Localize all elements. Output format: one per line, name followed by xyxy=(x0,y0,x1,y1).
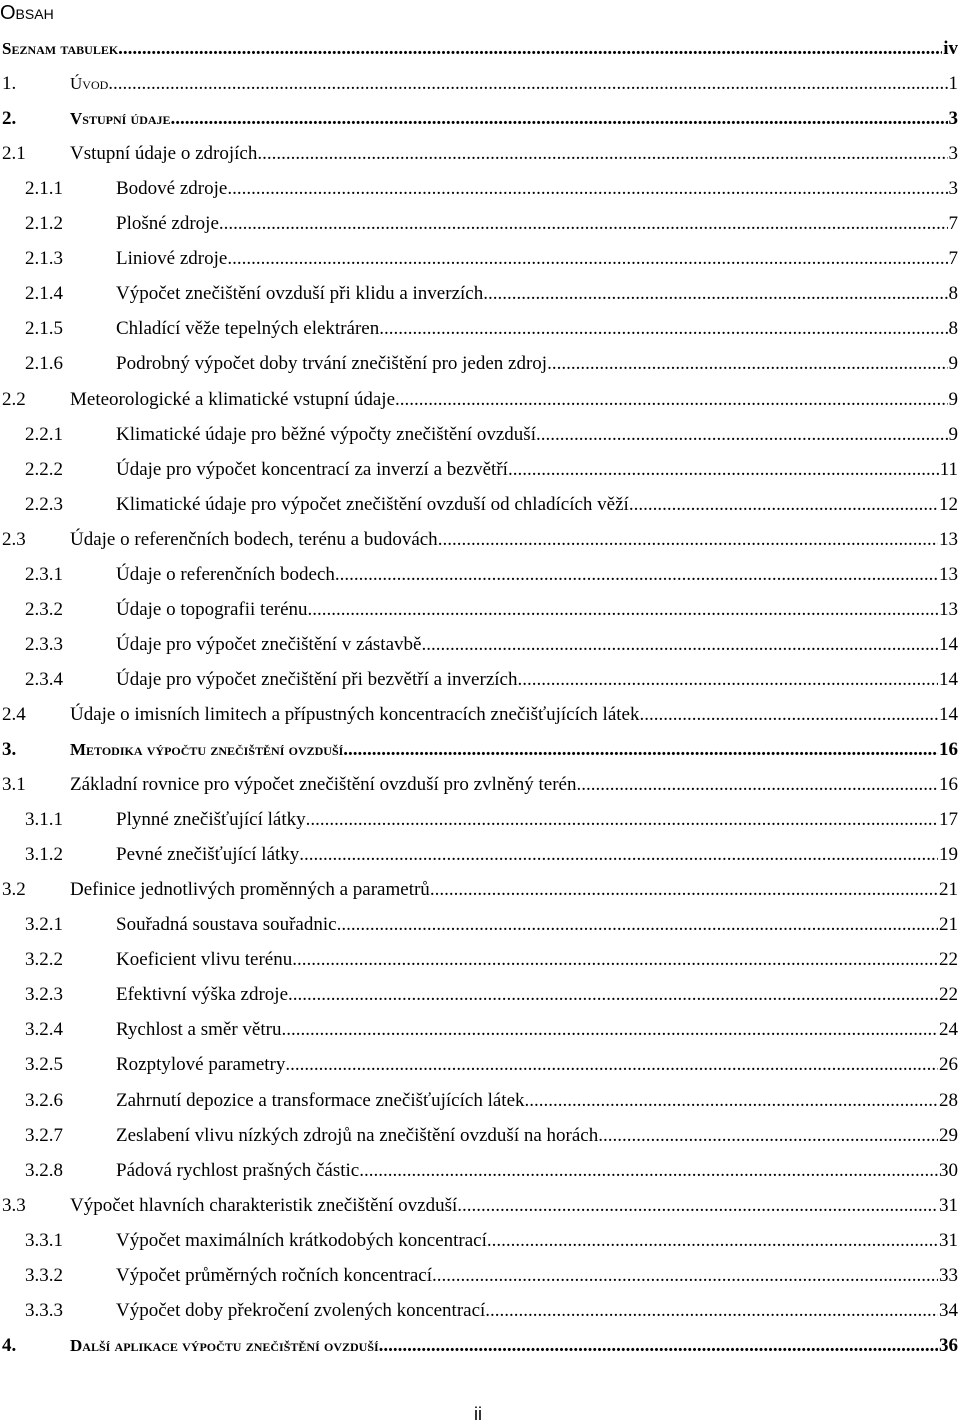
toc-entry[interactable] xyxy=(0,843,958,867)
toc-entry[interactable] xyxy=(0,1089,958,1113)
toc-entry-number: 2.3.3 xyxy=(25,634,63,655)
toc-entry[interactable] xyxy=(0,948,958,972)
toc-entry-number: 2.1.5 xyxy=(25,318,63,339)
toc-entry-number: 2.1.1 xyxy=(25,178,63,199)
toc-entry-title[interactable]: Vstupní údaje xyxy=(70,109,171,128)
toc-entry[interactable] xyxy=(0,1299,958,1323)
toc-entry-title[interactable]: Meteorologické a klimatické vstupní údaje xyxy=(70,389,396,410)
toc-entry[interactable] xyxy=(0,598,958,622)
toc-entry-page[interactable]: 24 xyxy=(939,1019,958,1040)
dot-leader xyxy=(379,1334,938,1358)
toc-entry[interactable] xyxy=(0,247,958,271)
toc-entry-title[interactable]: Výpočet hlavních charakteristik znečištění ovzduší xyxy=(70,1195,458,1216)
toc-entry-title[interactable]: Rozptylové parametry xyxy=(116,1054,286,1075)
toc-entry-title[interactable]: Liniové zdroje xyxy=(116,248,228,269)
toc-entry-number: 3.2.8 xyxy=(25,1160,63,1181)
toc-entry-number: 3.3.2 xyxy=(25,1265,63,1286)
toc-entry-page[interactable]: 16 xyxy=(939,739,958,760)
toc-entry[interactable] xyxy=(0,212,958,236)
dot-leader xyxy=(288,983,938,1007)
toc-entry-number: 3.1.2 xyxy=(25,844,63,865)
toc-entry-number: 4. xyxy=(2,1335,17,1356)
toc-entry-title[interactable]: Klimatické údaje pro běžné výpočty znečištění ovzduší xyxy=(116,424,536,445)
toc-entry[interactable] xyxy=(0,107,958,131)
toc-entry-page[interactable]: 3 xyxy=(948,143,958,164)
toc-entry-number: 2.4 xyxy=(2,704,26,725)
dot-leader xyxy=(257,142,947,166)
toc-entry[interactable] xyxy=(0,1124,958,1148)
toc-entry-page[interactable]: 13 xyxy=(939,599,958,620)
toc-entry-page[interactable]: 31 xyxy=(939,1230,958,1251)
toc-entry-title[interactable]: Výpočet průměrných ročních koncentrací xyxy=(116,1265,433,1286)
dot-leader xyxy=(227,247,947,271)
toc-entry-number: 3.3.1 xyxy=(25,1230,63,1251)
dot-leader xyxy=(508,458,939,482)
toc-entry[interactable] xyxy=(0,563,958,587)
toc-entry-title[interactable]: Další aplikace výpočtu znečištění ovzduší xyxy=(70,1336,379,1355)
toc-entry[interactable] xyxy=(0,1334,958,1358)
toc-entry-title[interactable]: Pádová rychlost prašných částic xyxy=(116,1160,360,1181)
toc-entry-number: 3.2.1 xyxy=(25,914,63,935)
toc-entry-title[interactable]: Údaje o referenčních bodech xyxy=(116,564,335,585)
dot-leader xyxy=(359,1159,938,1183)
toc-entry-number: 2.2.1 xyxy=(25,424,63,445)
toc-entry-number: 3.2.7 xyxy=(25,1125,63,1146)
toc-entry-number: 2.3.4 xyxy=(25,669,63,690)
dot-leader xyxy=(292,948,938,972)
dot-leader xyxy=(547,352,947,376)
toc-entry-page[interactable]: 14 xyxy=(939,634,958,655)
toc-entry-page[interactable]: 31 xyxy=(939,1195,958,1216)
toc-entry-number: 2.3 xyxy=(2,529,26,550)
toc-entry-title[interactable]: Údaje o referenčních bodech, terénu a budovách xyxy=(70,529,438,550)
toc-entry-title[interactable]: Plošné zdroje xyxy=(116,213,219,234)
toc-entry-page[interactable]: 11 xyxy=(939,459,958,480)
toc-entry-page[interactable]: 9 xyxy=(948,353,958,374)
toc-entry-title[interactable]: Údaje pro výpočet koncentrací za inverzí a bezvětří xyxy=(116,459,508,480)
toc-entry[interactable] xyxy=(0,142,958,166)
toc-entry-page[interactable]: 8 xyxy=(948,283,958,304)
toc-entry[interactable] xyxy=(0,1194,958,1218)
toc-entry[interactable] xyxy=(0,668,958,692)
dot-leader xyxy=(430,878,938,902)
toc-entry[interactable] xyxy=(0,458,958,482)
toc-entry-title[interactable]: Výpočet znečištění ovzduší při klidu a inverzích xyxy=(116,283,484,304)
toc-entry-title[interactable]: Definice jednotlivých proměnných a parametrů xyxy=(70,879,430,900)
toc-entry-page[interactable]: 28 xyxy=(939,1090,958,1111)
dot-leader xyxy=(118,37,942,61)
toc-entry-title[interactable]: Údaje pro výpočet znečištění při bezvětří a inverzích xyxy=(116,669,518,690)
toc-entry-title[interactable]: Efektivní výška zdroje xyxy=(116,984,289,1005)
toc-entry[interactable] xyxy=(0,423,958,447)
toc-entry-page[interactable]: 33 xyxy=(939,1265,958,1286)
toc-entry[interactable] xyxy=(0,878,958,902)
toc-entry-title[interactable]: Základní rovnice pro výpočet znečištění ovzduší pro zvlněný terén xyxy=(70,774,577,795)
toc-entry-number: 3.2.4 xyxy=(25,1019,63,1040)
toc-entry-title[interactable]: Údaje o topografii terénu xyxy=(116,599,308,620)
dot-leader xyxy=(335,563,938,587)
toc-entry-page[interactable]: 8 xyxy=(948,318,958,339)
toc-entry-page[interactable]: 34 xyxy=(939,1300,958,1321)
dot-leader xyxy=(629,493,938,517)
toc-entry-title[interactable]: Metodika výpočtu znečištění ovzduší xyxy=(70,740,344,759)
dot-leader xyxy=(438,528,938,552)
toc-entry-title[interactable]: Klimatické údaje pro výpočet znečištění ovzduší od chladících věží xyxy=(116,494,629,515)
toc-entry-title[interactable]: Souřadná soustava souřadnic xyxy=(116,914,337,935)
toc-entry[interactable] xyxy=(0,1229,958,1253)
toc-entry-title[interactable]: Plynné znečišťující látky xyxy=(116,809,306,830)
toc-entry-page[interactable]: 22 xyxy=(939,984,958,1005)
toc-entry-page[interactable]: 26 xyxy=(939,1054,958,1075)
toc-entry-number: 2.2.2 xyxy=(25,459,63,480)
toc-entry-number: 1. xyxy=(2,73,17,94)
dot-leader xyxy=(487,1229,938,1253)
toc-entry-number: 3.2.5 xyxy=(25,1054,63,1075)
dot-leader xyxy=(525,1089,939,1113)
dot-leader xyxy=(281,1018,938,1042)
toc-entry-number: 2.3.2 xyxy=(25,599,63,620)
toc-entry[interactable] xyxy=(0,388,958,412)
toc-entry[interactable] xyxy=(0,177,958,201)
toc-entry-number: 2.1.3 xyxy=(25,248,63,269)
toc-entry-title[interactable]: Zeslabení vlivu nízkých zdrojů na znečištění ovzduší na horách xyxy=(116,1125,599,1146)
toc-entry[interactable] xyxy=(0,528,958,552)
dot-leader xyxy=(337,913,938,937)
dot-leader xyxy=(108,72,947,96)
dot-leader xyxy=(432,1264,938,1288)
page-title: Obsah xyxy=(0,2,54,24)
toc-entry-page[interactable]: 7 xyxy=(948,248,958,269)
toc-entry-page[interactable]: 7 xyxy=(948,213,958,234)
dot-leader xyxy=(536,423,948,447)
toc-entry-number: 2.3.1 xyxy=(25,564,63,585)
dot-leader xyxy=(285,1053,938,1077)
toc-entry-page[interactable]: 13 xyxy=(939,529,958,550)
page-number: ii xyxy=(474,1404,482,1424)
toc-entry-page[interactable]: 3 xyxy=(948,108,958,129)
toc-entry[interactable] xyxy=(0,37,958,61)
toc-entry-title[interactable]: Rychlost a směr větru xyxy=(116,1019,282,1040)
toc-entry-title[interactable]: Vstupní údaje o zdrojích xyxy=(70,143,258,164)
toc-entry[interactable] xyxy=(0,352,958,376)
toc-entry-page[interactable]: 21 xyxy=(939,879,958,900)
dot-leader xyxy=(639,703,938,727)
toc-entry-number: 3.3 xyxy=(2,1195,26,1216)
dot-leader xyxy=(306,808,938,832)
toc-entry-number: 2.1.6 xyxy=(25,353,63,374)
toc-entry[interactable] xyxy=(0,1018,958,1042)
toc-entry-title[interactable]: Bodové zdroje xyxy=(116,178,228,199)
toc-entry-number: 2.1.2 xyxy=(25,213,63,234)
toc-entry-title[interactable]: Seznam tabulek xyxy=(2,39,119,58)
toc-entry-page[interactable]: iv xyxy=(943,38,958,59)
toc-entry-page[interactable]: 9 xyxy=(948,389,958,410)
toc-entry-page[interactable]: 14 xyxy=(939,704,958,725)
dot-leader xyxy=(299,843,938,867)
toc-entry[interactable] xyxy=(0,703,958,727)
toc-entry[interactable] xyxy=(0,282,958,306)
dot-leader xyxy=(598,1124,938,1148)
toc-entry-title[interactable]: Podrobný výpočet doby trvání znečištění pro jeden zdroj xyxy=(116,353,548,374)
toc-entry[interactable] xyxy=(0,738,958,762)
toc-entry[interactable] xyxy=(0,1264,958,1288)
toc-entry[interactable] xyxy=(0,317,958,341)
toc-entry-page[interactable]: 30 xyxy=(939,1160,958,1181)
dot-leader xyxy=(219,212,948,236)
dot-leader xyxy=(308,598,938,622)
toc-entry-title[interactable]: Pevné znečišťující látky xyxy=(116,844,300,865)
dot-leader xyxy=(227,177,947,201)
dot-leader xyxy=(395,388,947,412)
toc-entry-page[interactable]: 22 xyxy=(939,949,958,970)
toc-entry-title[interactable]: Koeficient vlivu terénu xyxy=(116,949,293,970)
toc-entry-title[interactable]: Údaje o imisních limitech a přípustných koncentracích znečišťujících látek xyxy=(70,704,640,725)
toc-entry[interactable] xyxy=(0,983,958,1007)
toc-entry-number: 3.2.6 xyxy=(25,1090,63,1111)
dot-leader xyxy=(343,738,938,762)
toc-entry-page[interactable]: 29 xyxy=(939,1125,958,1146)
toc-entry-number: 3.2 xyxy=(2,879,26,900)
toc-entry[interactable] xyxy=(0,1053,958,1077)
toc-entry[interactable] xyxy=(0,808,958,832)
toc-entry-title[interactable]: Zahrnutí depozice a transformace znečišťujících látek xyxy=(116,1090,525,1111)
dot-leader xyxy=(421,633,938,657)
toc-entry[interactable] xyxy=(0,1159,958,1183)
toc-entry[interactable] xyxy=(0,72,958,96)
toc-entry-page[interactable]: 12 xyxy=(939,494,958,515)
toc-entry[interactable] xyxy=(0,913,958,937)
toc-entry-title[interactable]: Výpočet maximálních krátkodobých koncentrací xyxy=(116,1230,487,1251)
toc-entry[interactable] xyxy=(0,493,958,517)
dot-leader xyxy=(483,282,947,306)
dot-leader xyxy=(457,1194,938,1218)
toc-entry-number: 3.2.3 xyxy=(25,984,63,1005)
toc-entry-page[interactable]: 17 xyxy=(939,809,958,830)
toc-entry-number: 2.2 xyxy=(2,389,26,410)
toc-entry-number: 3.1 xyxy=(2,774,26,795)
toc-entry-number: 2.1.4 xyxy=(25,283,63,304)
toc-entry-number: 3.3.3 xyxy=(25,1300,63,1321)
toc-entry-number: 2. xyxy=(2,108,17,129)
toc-entry-page[interactable]: 14 xyxy=(939,669,958,690)
toc-entry-title[interactable]: Výpočet doby překročení zvolených koncentrací xyxy=(116,1300,486,1321)
toc-entry-page[interactable]: 9 xyxy=(948,424,958,445)
toc-entry-title[interactable]: Údaje pro výpočet znečištění v zástavbě xyxy=(116,634,422,655)
toc-entry-page[interactable]: 1 xyxy=(948,73,958,94)
dot-leader xyxy=(485,1299,938,1323)
toc-entry-title[interactable]: Chladící věže tepelných elektráren xyxy=(116,318,380,339)
dot-leader xyxy=(171,107,948,131)
toc-entry-number: 2.2.3 xyxy=(25,494,63,515)
toc-entry-number: 3. xyxy=(2,739,17,760)
toc-entry-page[interactable]: 36 xyxy=(939,1335,958,1356)
toc-entry-title[interactable]: Úvod xyxy=(70,74,109,93)
dot-leader xyxy=(379,317,947,341)
toc-entry-page[interactable]: 13 xyxy=(939,564,958,585)
toc-entry[interactable] xyxy=(0,633,958,657)
toc-entry[interactable] xyxy=(0,773,958,797)
toc-entry-number: 2.1 xyxy=(2,143,26,164)
dot-leader xyxy=(517,668,938,692)
toc-entry-number: 3.1.1 xyxy=(25,809,63,830)
toc-entry-number: 3.2.2 xyxy=(25,949,63,970)
toc-entry-page[interactable]: 19 xyxy=(939,844,958,865)
toc-entry-page[interactable]: 16 xyxy=(939,774,958,795)
toc-entry-page[interactable]: 21 xyxy=(939,914,958,935)
toc-entry-page[interactable]: 3 xyxy=(948,178,958,199)
dot-leader xyxy=(577,773,939,797)
